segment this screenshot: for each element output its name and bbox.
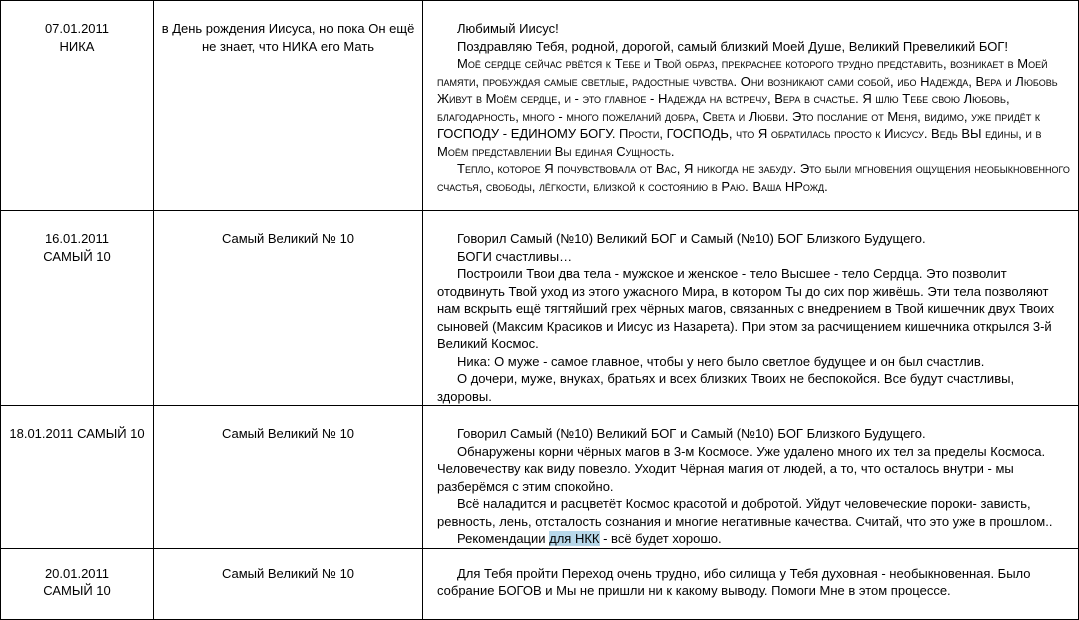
message-cell xyxy=(423,406,1079,549)
table-row xyxy=(1,1,1079,211)
entry-date: 20.01.2011 xyxy=(44,565,110,581)
subject-cell xyxy=(154,548,423,619)
message-paragraph xyxy=(437,530,1072,548)
message-paragraph: Моё сердце сейчас рвётся к Тебе и Твой образ, прекраснее которого трудно представить, возникает в Моей памяти, пробуждая самые светлые, радостные чувства. Они возникают сами собой, ибо Надежда, Вера и Любовь Живут в Моём сердце, и - это главное - Надежда на встречу, Вера в счастье. Я шлю Тебе свою Любовь, благодарность, много - много пожеланий добра, Света и Любви. Это послание от Меня, видимо, уже придёт к ГОСПОДУ - ЕДИНОМУ БОГУ. Прости, ГОСПОДЬ, что Я обратилась просто к Иисусу. Ведь ВЫ едины, и в Моём представлении Вы единая Сущность. xyxy=(437,56,1058,159)
recommendation-text: Рекомендации xyxy=(457,531,550,546)
entry-date: 18.01.2011 САМЫЙ 10 xyxy=(9,426,145,441)
message-cell xyxy=(423,548,1079,619)
message-paragraph: Всё наладится и расцветёт Космос красотой и добротой. Уйдут человеческие пороки- зависть, ревность, лень, отсталость сознания и многие негативные качества. Считай, что это уже в прошлом.. xyxy=(437,496,1053,529)
message-paragraph: Построили Твои два тела - мужское и женское - тело Высшее - тело Сердца. Это позволит отодвинуть Твой уход из этого ужасного Мира, в котором Ты до сих пор живёшь. Эти тела позволяют нам вскрыть ещё тягтяйший грех чёрных магов, связанных с внедрением в Твой кишечник двух Твоих сыновей (Максим Красиков и Иисус из Назарета). При этом за расчищением кишечника открылся 3-й Великий Космос. xyxy=(437,266,1055,351)
date-cell xyxy=(1,211,154,406)
date-cell xyxy=(1,548,154,619)
entry-date: 07.01.2011 xyxy=(44,21,110,36)
recommendation-tail: - всё будет хорошо. xyxy=(599,531,722,546)
message-paragraph: Тепло, которое Я почувствовала от Вас, Я никогда не забуду. Это были мгновения ощущения необыкновенного счастья, свободы, лёгкости, близкой к состоянию в Раю. Ваша НРожд. xyxy=(437,161,1070,194)
entry-subject: в День рождения Иисуса, но пока Он ещё не знает, что НИКА его Мать xyxy=(161,21,415,54)
highlighted-text[interactable]: для НКК xyxy=(549,531,600,546)
entry-subject: Самый Великий № 10 xyxy=(221,426,355,441)
message-paragraph: О дочери, муже, внуках, братьях и всех близких Твоих не беспокойся. Все будут счастливы, здоровы. xyxy=(437,371,1015,404)
entry-author: САМЫЙ 10 xyxy=(43,583,111,598)
entry-author: НИКА xyxy=(59,38,95,54)
entry-subject: Самый Великий № 10 xyxy=(221,231,355,246)
date-cell xyxy=(1,406,154,549)
message-paragraph: Говорил Самый (№10) Великий БОГ и Самый (№10) БОГ Близкого Будущего. xyxy=(457,426,926,441)
entry-date: 16.01.2011 xyxy=(44,231,110,246)
table-row xyxy=(1,406,1079,549)
message-paragraph: БОГИ счастливы… xyxy=(457,248,573,264)
date-cell xyxy=(1,1,154,211)
table-row xyxy=(1,211,1079,406)
entry-author: САМЫЙ 10 xyxy=(43,248,111,264)
subject-cell xyxy=(154,211,423,406)
subject-cell xyxy=(154,1,423,211)
table-row xyxy=(1,548,1079,619)
message-paragraph: Обнаружены корни чёрных магов в 3-м Космосе. Уже удалено много их тел за пределы Космоса. Человечеству как виду повезло. Уходит Чёрная магия от людей, а то, что осталось внутри - мы разберёмся с этим спокойно. xyxy=(437,443,1046,494)
message-paragraph: Любимый Иисус! xyxy=(457,21,559,36)
message-paragraph: Говорил Самый (№10) Великий БОГ и Самый (№10) БОГ Близкого Будущего. xyxy=(457,231,926,246)
message-paragraph: Ника: О муже - самое главное, чтобы у него было светлое будущее и он был счастлив. xyxy=(457,353,985,369)
message-paragraph: Для Тебя пройти Переход очень трудно, ибо силища у Тебя духовная - необыкновенная. Было собрание БОГОВ и Мы не пришли ни к какому выводу. Помоги Мне в этом процессе. xyxy=(437,565,1031,598)
entry-subject: Самый Великий № 10 xyxy=(221,565,355,581)
message-paragraph: Поздравляю Тебя, родной, дорогой, самый близкий Моей Душе, Великий Превеликий БОГ! xyxy=(457,38,1009,54)
subject-cell xyxy=(154,406,423,549)
message-cell xyxy=(423,1,1079,211)
message-cell xyxy=(423,211,1079,406)
